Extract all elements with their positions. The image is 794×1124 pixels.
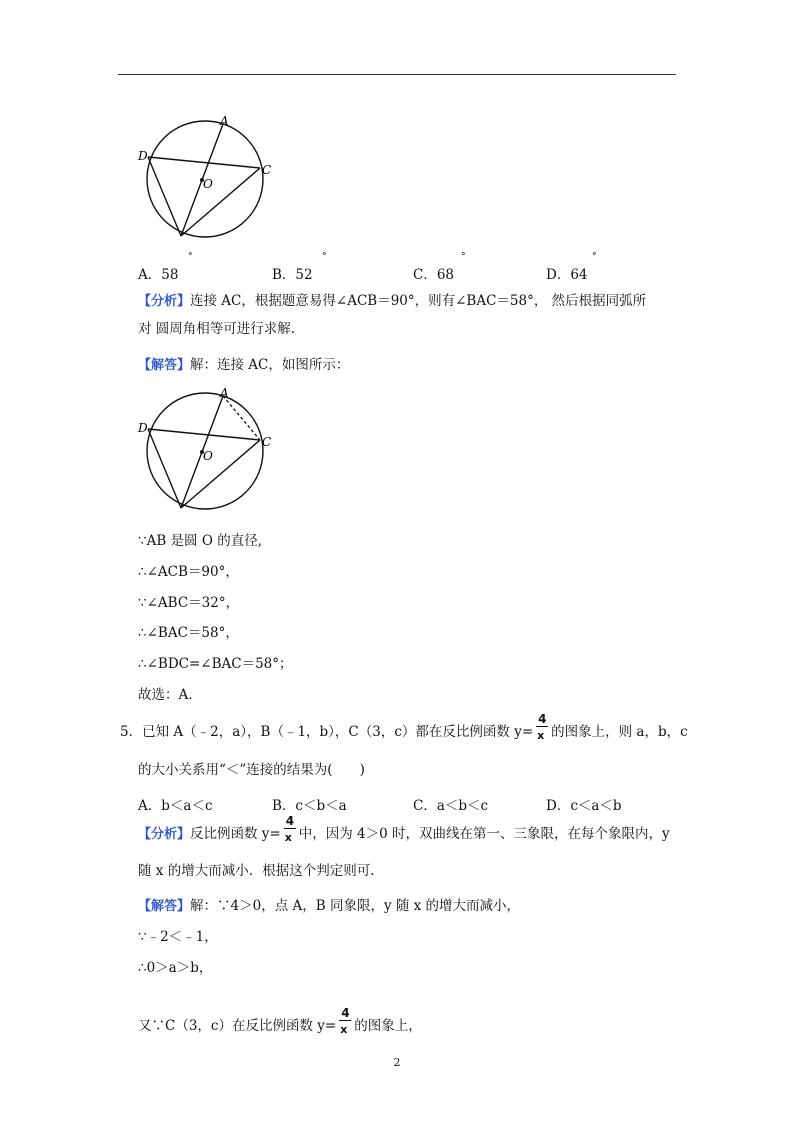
frac-den: x: [340, 1023, 348, 1036]
circle-figure-question: [136, 112, 276, 238]
analysis-line: [138, 292, 646, 311]
answer-line: [138, 356, 349, 375]
step-text: 又∵C（3，c）在反比例函数 y=: [138, 1018, 337, 1034]
q5-choice-b: B．c＜b＜a: [272, 798, 347, 814]
q5-answer: [138, 897, 520, 916]
analysis-text: 连接 AC，根据题意易得∠ACB＝90°，则有∠BAC＝58°， 然后根据同弧所: [190, 293, 647, 309]
answer-tag: 【解答】: [138, 358, 191, 373]
q5-step: ∵﹣2＜﹣1，: [138, 929, 218, 945]
label-c: C: [262, 435, 272, 449]
page-number: 2: [393, 1056, 401, 1069]
q5-step: ∴0＞a＞b，: [138, 960, 213, 976]
frac-den: x: [537, 729, 545, 742]
solution-step: ∵∠ABC＝32°，: [138, 595, 240, 611]
degree-mark: °: [188, 252, 193, 262]
step-text: 的图象上，: [354, 1018, 422, 1034]
analysis-line-2: 对 圆周角相等可进行求解.: [138, 321, 296, 337]
solution-step: 故选：A.: [138, 687, 193, 703]
answer-intro: 解：∵4＞0，点 A，B 同象限，y 随 x 的增大而减小，: [190, 898, 521, 914]
frac-num: 4: [538, 712, 547, 726]
q5-choice-c: C．a＜b＜c: [413, 798, 489, 814]
q5-analysis: [138, 814, 670, 844]
question-5-stem: [120, 712, 688, 742]
label-c: C: [262, 163, 272, 177]
analysis-text: 反比例函数 y=: [190, 826, 281, 842]
stem-text: 的图象上，则 a，b，c: [551, 724, 688, 740]
q5-analysis-2: 随 x 的增大而减小．根据这个判定则可.: [138, 863, 375, 879]
stem-text: 5．已知 A（﹣2，a），B（﹣1，b），C（3，c）都在反比例函数 y=: [120, 724, 534, 740]
fraction-4-over-x: [283, 814, 297, 844]
degree-mark: °: [322, 252, 327, 262]
choice-d: D．64: [546, 267, 588, 283]
choice-b: B．52: [272, 267, 313, 283]
label-a: A: [220, 114, 229, 128]
question-5-stem-2: 的大小关系用“＜”连接的结果为( ): [138, 762, 365, 778]
analysis-text: 中，因为 4＞0 时，双曲线在第一、三象限，在每个象限内，y: [298, 826, 670, 842]
analysis-tag: 【分析】: [138, 827, 191, 842]
answer-tag: 【解答】: [138, 899, 191, 914]
label-o: O: [203, 177, 213, 191]
solution-step: ∴∠ACB＝90°，: [138, 564, 239, 580]
q5-choice-a: A．b＜a＜c: [138, 798, 213, 814]
frac-den: x: [284, 831, 292, 844]
solution-step: ∴∠BDC=∠BAC＝58°；: [138, 656, 293, 672]
solution-step: ∴∠BAC＝58°，: [138, 625, 239, 641]
degree-mark: °: [461, 252, 466, 262]
degree-mark: °: [592, 252, 597, 262]
fraction-4-over-x: [338, 1006, 352, 1036]
header-rule: [118, 74, 676, 75]
label-a: A: [220, 386, 229, 400]
label-o: O: [203, 449, 213, 463]
circle-figure-solution: [136, 384, 276, 510]
label-d: D: [138, 149, 148, 163]
q5-choice-d: D．c＜a＜b: [546, 798, 622, 814]
frac-num: 4: [341, 1006, 350, 1020]
answer-intro: 解：连接 AC，如图所示：: [190, 357, 350, 373]
analysis-tag: 【分析】: [138, 294, 191, 309]
fraction-4-over-x: [535, 712, 549, 742]
choice-a: A．58: [138, 267, 179, 283]
choice-c: C．68: [413, 267, 455, 283]
label-d: D: [138, 421, 148, 435]
q5-step-3: [138, 1006, 422, 1036]
solution-step: ∵AB 是圆 O 的直径,: [138, 533, 262, 549]
frac-num: 4: [285, 814, 295, 828]
